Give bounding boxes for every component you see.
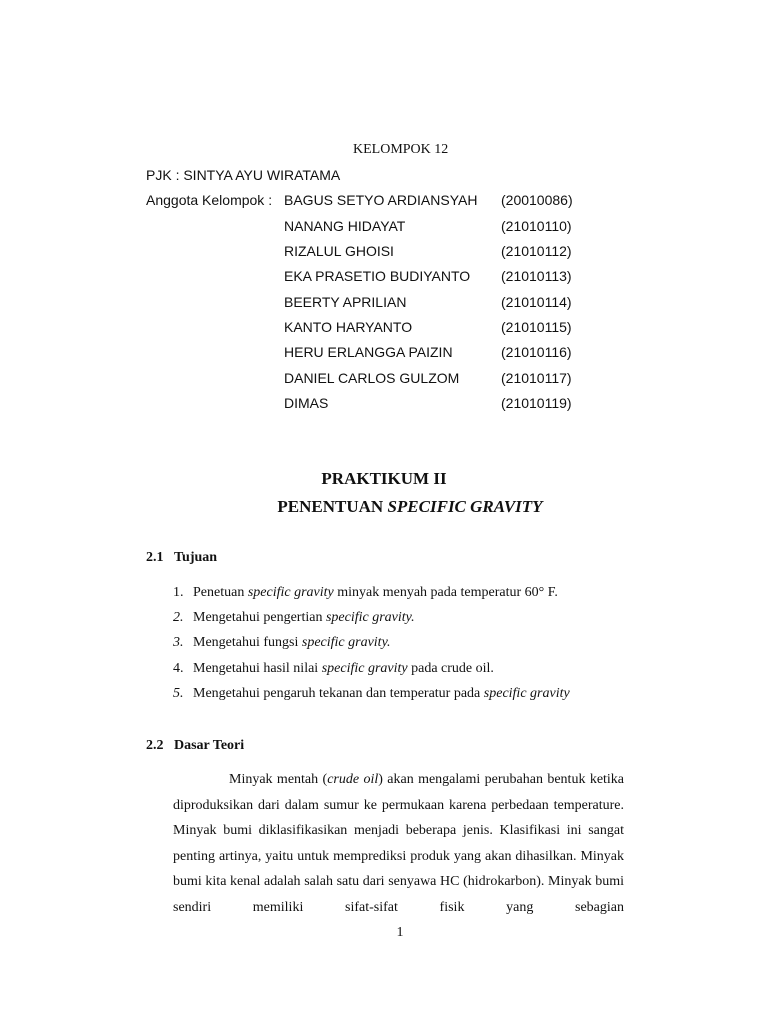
page-title: PRAKTIKUM II [321,469,447,488]
member-name: KANTO HARYANTO [284,319,413,335]
item-number: 2. [173,610,184,625]
list-item [173,661,494,677]
item-number: 4. [173,661,184,676]
member-id: (21010115) [501,319,572,335]
item-text: Mengetahui pengertian [193,610,326,625]
subtitle-italic: SPECIFIC GRAVITY [387,497,543,516]
section-title: Dasar Teori [174,738,245,753]
member-id: (21010114) [501,294,572,310]
item-text-end: minyak menyah pada temperatur 60° F. [333,585,558,600]
member-id: (21010116) [501,344,572,360]
item-number: 3. [173,635,184,650]
item-text: Mengetahui fungsi [193,635,302,650]
section-number: 2.1 [146,550,164,565]
member-name: EKA PRASETIO BUDIYANTO [284,268,471,284]
member-name: DIMAS [284,395,329,411]
member-id: (20010086) [501,192,573,208]
list-item [173,610,415,626]
item-number: 1. [173,585,184,600]
page-subtitle [0,497,768,517]
member-id: (21010117) [501,370,572,386]
item-number: 5. [173,686,184,701]
section-title: Tujuan [174,550,218,565]
item-emphasis: specific gravity [483,686,570,701]
item-emphasis: specific gravity [321,661,408,676]
theory-paragraph [173,767,624,920]
paragraph-emphasis: crude oil [327,772,379,787]
list-item [173,585,558,601]
list-item [173,686,570,702]
item-emphasis: specific gravity [247,585,334,600]
member-id: (21010119) [501,395,572,411]
item-text: Mengetahui hasil nilai [193,661,322,676]
member-name: BAGUS SETYO ARDIANSYAH [284,192,478,208]
section-heading-tujuan [146,550,217,566]
member-name: NANANG HIDAYAT [284,218,406,234]
section-heading-dasar-teori [146,738,244,754]
paragraph-text-end: ) akan mengalami perubahan bentuk ketika diproduksikan dari dalam sumur ke permukaan karena perbedaan temperature. Minyak bumi diklasifikasikan menjadi beberapa jenis. Klasifikasi ini sangat penting artinya, yaitu untuk memprediksi produk yang akan dihasilkan. Minyak bumi kita kenal adalah salah satu dari senyawa HC (hidrokarbon). Minyak bumi sendiri memiliki sifat-sifat fisik yang sebagian [173,772,625,915]
list-item [173,635,391,651]
section-number: 2.2 [146,738,164,753]
member-id: (21010113) [501,268,572,284]
page-number: 1 [396,925,404,940]
members-label: Anggota Kelompok : [146,192,273,208]
item-text: Penetuan [193,585,248,600]
member-name: RIZALUL GHOISI [284,243,394,259]
member-id: (21010110) [501,218,572,234]
item-text-end: pada crude oil. [407,661,494,676]
pjk-line: PJK : SINTYA AYU WIRATAMA [146,167,341,183]
paragraph-text: Minyak mentah ( [229,772,328,787]
member-name: HERU ERLANGGA PAIZIN [284,344,453,360]
item-emphasis: specific gravity. [301,635,391,650]
item-text: Mengetahui pengaruh tekanan dan temperatur pada [193,686,484,701]
member-name: BEERTY APRILIAN [284,294,407,310]
subtitle-plain: PENENTUAN [277,497,388,516]
group-heading: KELOMPOK 12 [353,142,449,157]
item-emphasis: specific gravity. [325,610,415,625]
member-name: DANIEL CARLOS GULZOM [284,370,460,386]
member-id: (21010112) [501,243,572,259]
